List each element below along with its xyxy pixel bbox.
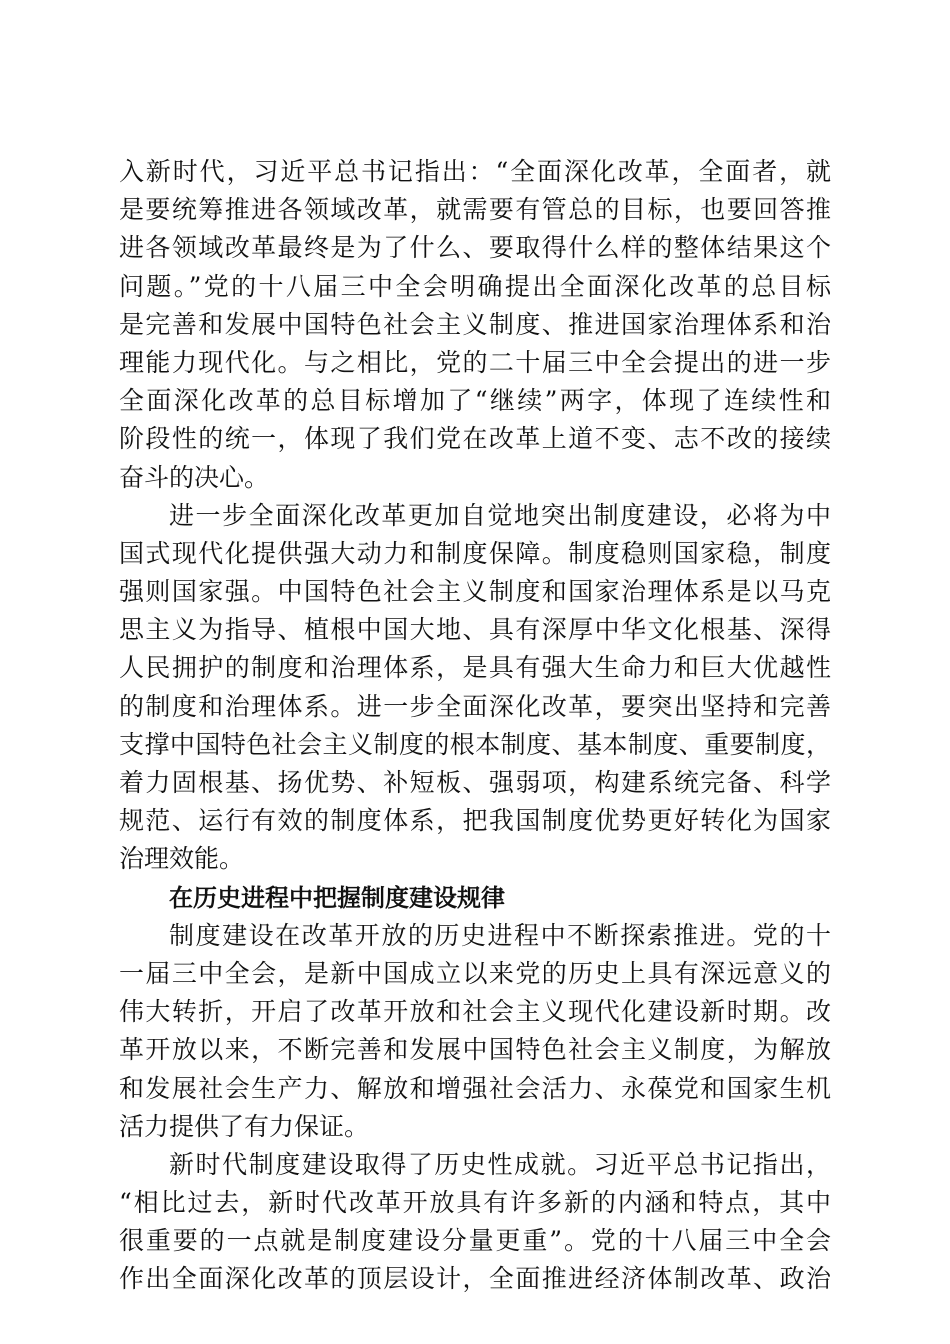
text-line: 入新时代，习近平总书记指出：“全面深化改革，全面者，就 (119, 157, 831, 186)
text-line: 强则国家强。中国特色社会主义制度和国家治理体系是以马克 (119, 577, 831, 607)
text-line: 人民拥护的制度和治理体系，是具有强大生命力和巨大优越性 (119, 653, 831, 683)
paragraph-first-line: 进一步全面深化改革更加自觉地突出制度建设，必将为中 (169, 500, 831, 530)
text-line: 治理效能。 (119, 844, 245, 874)
text-line: 问题。”党的十八届三中全会明确提出全面深化改革的总目标 (119, 271, 831, 301)
text-line: 很重要的一点就是制度建设分量更重”。党的十八届三中全会 (119, 1226, 831, 1256)
text-line: 着力固根基、扬优势、补短板、强弱项，构建系统完备、科学 (119, 768, 831, 797)
text-line: 革开放以来，不断完善和发展中国特色社会主义制度，为解放 (119, 1035, 831, 1065)
text-line: 一届三中全会，是新中国成立以来党的历史上具有深远意义的 (119, 958, 831, 988)
text-line: 规范、运行有效的制度体系，把我国制度优势更好转化为国家 (119, 806, 831, 836)
text-line: 全面深化改革的总目标增加了“继续”两字，体现了连续性和 (119, 386, 831, 416)
text-line: 活力提供了有力保证。 (119, 1111, 370, 1141)
text-line: 支撑中国特色社会主义制度的根本制度、基本制度、重要制度， (119, 729, 831, 759)
text-line: 进各领域改革最终是为了什么、要取得什么样的整体结果这个 (119, 233, 831, 263)
paragraph-first-line: 制度建设在改革开放的历史进程中不断探索推进。党的十 (169, 920, 831, 950)
text-line: 是完善和发展中国特色社会主义制度、推进国家治理体系和治 (119, 309, 831, 339)
text-line: 理能力现代化。与之相比，党的二十届三中全会提出的进一步 (119, 347, 831, 377)
text-line: 奋斗的决心。 (119, 462, 270, 492)
text-line: 阶段性的统一，体现了我们党在改革上道不变、志不改的接续 (119, 424, 831, 454)
text-line: 伟大转折，开启了改革开放和社会主义现代化建设新时期。改 (119, 997, 831, 1027)
article-body (119, 153, 831, 1299)
text-line: “相比过去，新时代改革开放具有许多新的内涵和特点，其中 (119, 1188, 831, 1218)
text-line: 思主义为指导、植根中国大地、具有深厚中华文化根基、深得 (119, 615, 831, 645)
text-line: 和发展社会生产力、解放和增强社会活力、永葆党和国家生机 (119, 1073, 831, 1103)
text-line: 作出全面深化改革的顶层设计，全面推进经济体制改革、政治 (119, 1264, 831, 1294)
text-line: 的制度和治理体系。进一步全面深化改革，要突出坚持和完善 (119, 691, 831, 721)
text-line: 是要统筹推进各领域改革，就需要有管总的目标，也要回答推 (119, 195, 831, 225)
paragraph-first-line: 新时代制度建设取得了历史性成就。习近平总书记指出， (169, 1149, 831, 1179)
section-heading: 在历史进程中把握制度建设规律 (169, 883, 505, 912)
text-line: 国式现代化提供强大动力和制度保障。制度稳则国家稳，制度 (119, 538, 831, 568)
